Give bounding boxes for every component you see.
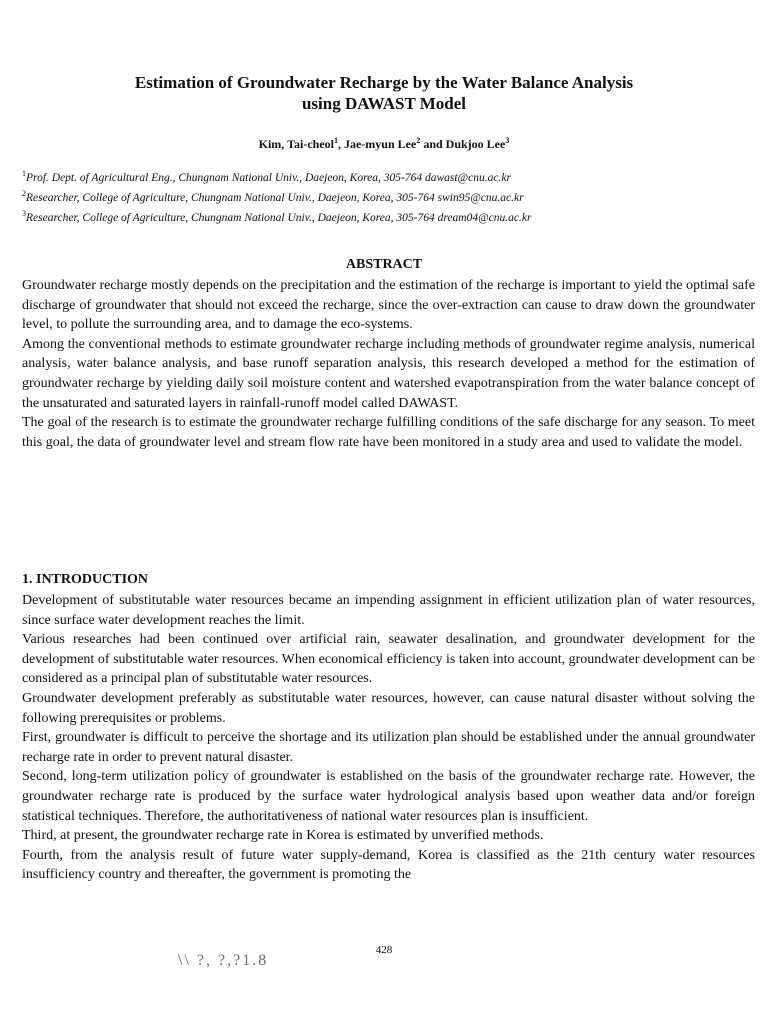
introduction-body bbox=[22, 591, 755, 885]
author-separator: , bbox=[337, 137, 344, 151]
author-name: Dukjoo Lee bbox=[445, 137, 506, 151]
introduction-paragraph: Development of substitutable water resources became an impending assignment in efficient utilization plan of water resources, since surface water development reaches the limit. bbox=[22, 593, 755, 628]
abstract-paragraph: The goal of the research is to estimate the groundwater recharge fulfilling conditions of the safe discharge for any season. To meet this goal, the data of groundwater level and stream flow rate have been monitored in a study area and used to validate the model. bbox=[22, 415, 755, 450]
affiliation-item bbox=[22, 186, 762, 206]
abstract-paragraph: Groundwater recharge mostly depends on the precipitation and the estimation of the recharge is important to yield the optimal safe discharge of groundwater that should not exceed the recharge, since the over-extraction can cause to draw down the groundwater level, to pollute the surrounding area, and to damage the eco-systems. bbox=[22, 278, 755, 333]
affiliation-item bbox=[22, 206, 762, 226]
introduction-heading: 1. INTRODUCTION bbox=[22, 572, 149, 587]
affiliation-text: Researcher, College of Agriculture, Chungnam National Univ., Daejeon, Korea, 305-764 swin95@cnu.ac.kr bbox=[26, 191, 524, 204]
affiliation-superscript: 3 bbox=[22, 208, 26, 218]
title-line-2: using DAWAST Model bbox=[301, 94, 467, 113]
author-superscript: 3 bbox=[505, 136, 510, 145]
author-name: Jae-myun Lee bbox=[343, 137, 417, 151]
affiliation-superscript: 2 bbox=[22, 188, 26, 198]
introduction-paragraph: Fourth, from the analysis result of future water supply-demand, Korea is classified as the 21th century water resources insufficiency country and thereafter, the government is promoting the bbox=[22, 847, 755, 883]
introduction-paragraph: Various researches had been continued over artificial rain, seawater desalination, and groundwater development for the development of substitutable water resources. When economical efficiency is taken into account, groundwater development can be considered as a principal plan of substitutable water resources. bbox=[22, 632, 755, 687]
introduction-paragraph: Third, at present, the groundwater recharge rate in Korea is estimated by unverified methods. bbox=[22, 828, 544, 844]
affiliation-item bbox=[22, 166, 762, 186]
author-superscript: 2 bbox=[416, 136, 421, 145]
handwritten-annotation: \\ ?, ?,?1.8 bbox=[178, 952, 269, 969]
abstract-body bbox=[22, 276, 755, 452]
introduction-paragraph: First, groundwater is difficult to perceive the shortage and its utilization plan should be established under the annual groundwater recharge rate in order to prevent natural disaster. bbox=[22, 730, 755, 765]
page-number: 428 bbox=[375, 944, 393, 956]
abstract-heading: ABSTRACT bbox=[345, 257, 423, 272]
author-superscript: 1 bbox=[333, 136, 338, 145]
author-separator: and bbox=[420, 137, 446, 151]
author-name: Kim, Tai-cheol bbox=[258, 137, 334, 151]
paper-title bbox=[40, 72, 728, 114]
affiliation-text: Prof. Dept. of Agricultural Eng., Chungnam National Univ., Daejeon, Korea, 305-764 dawast@cnu.ac.kr bbox=[26, 171, 511, 184]
title-line-1: Estimation of Groundwater Recharge by the Water Balance Analysis bbox=[134, 73, 634, 92]
introduction-paragraph: Groundwater development preferably as substitutable water resources, however, can cause natural disaster without solving the following prerequisites or problems. bbox=[22, 690, 755, 726]
abstract-paragraph: Among the conventional methods to estimate groundwater recharge including methods of groundwater regime analysis, numerical analysis, water balance analysis, and base runoff separation analysis, this research developed a method for the estimation of groundwater recharge by yielding daily soil moisture content and watershed evapotranspiration from the water balance concept of the unsaturated and saturated layers in rainfall-runoff model called DAWAST. bbox=[22, 336, 755, 411]
affiliation-list bbox=[22, 166, 762, 225]
affiliation-text: Researcher, College of Agriculture, Chungnam National Univ., Daejeon, Korea, 305-764 dream04@cnu.ac.kr bbox=[26, 211, 532, 224]
introduction-paragraph: Second, long-term utilization policy of groundwater is established on the basis of the groundwater recharge rate. However, the groundwater recharge rate is produced by the surface water hydrological analysis based upon weather data and/or foreign statistical techniques. Therefore, the authoritativeness of national water resources plan is insufficient. bbox=[22, 769, 755, 824]
affiliation-superscript: 1 bbox=[22, 169, 26, 178]
author-list bbox=[0, 136, 768, 152]
